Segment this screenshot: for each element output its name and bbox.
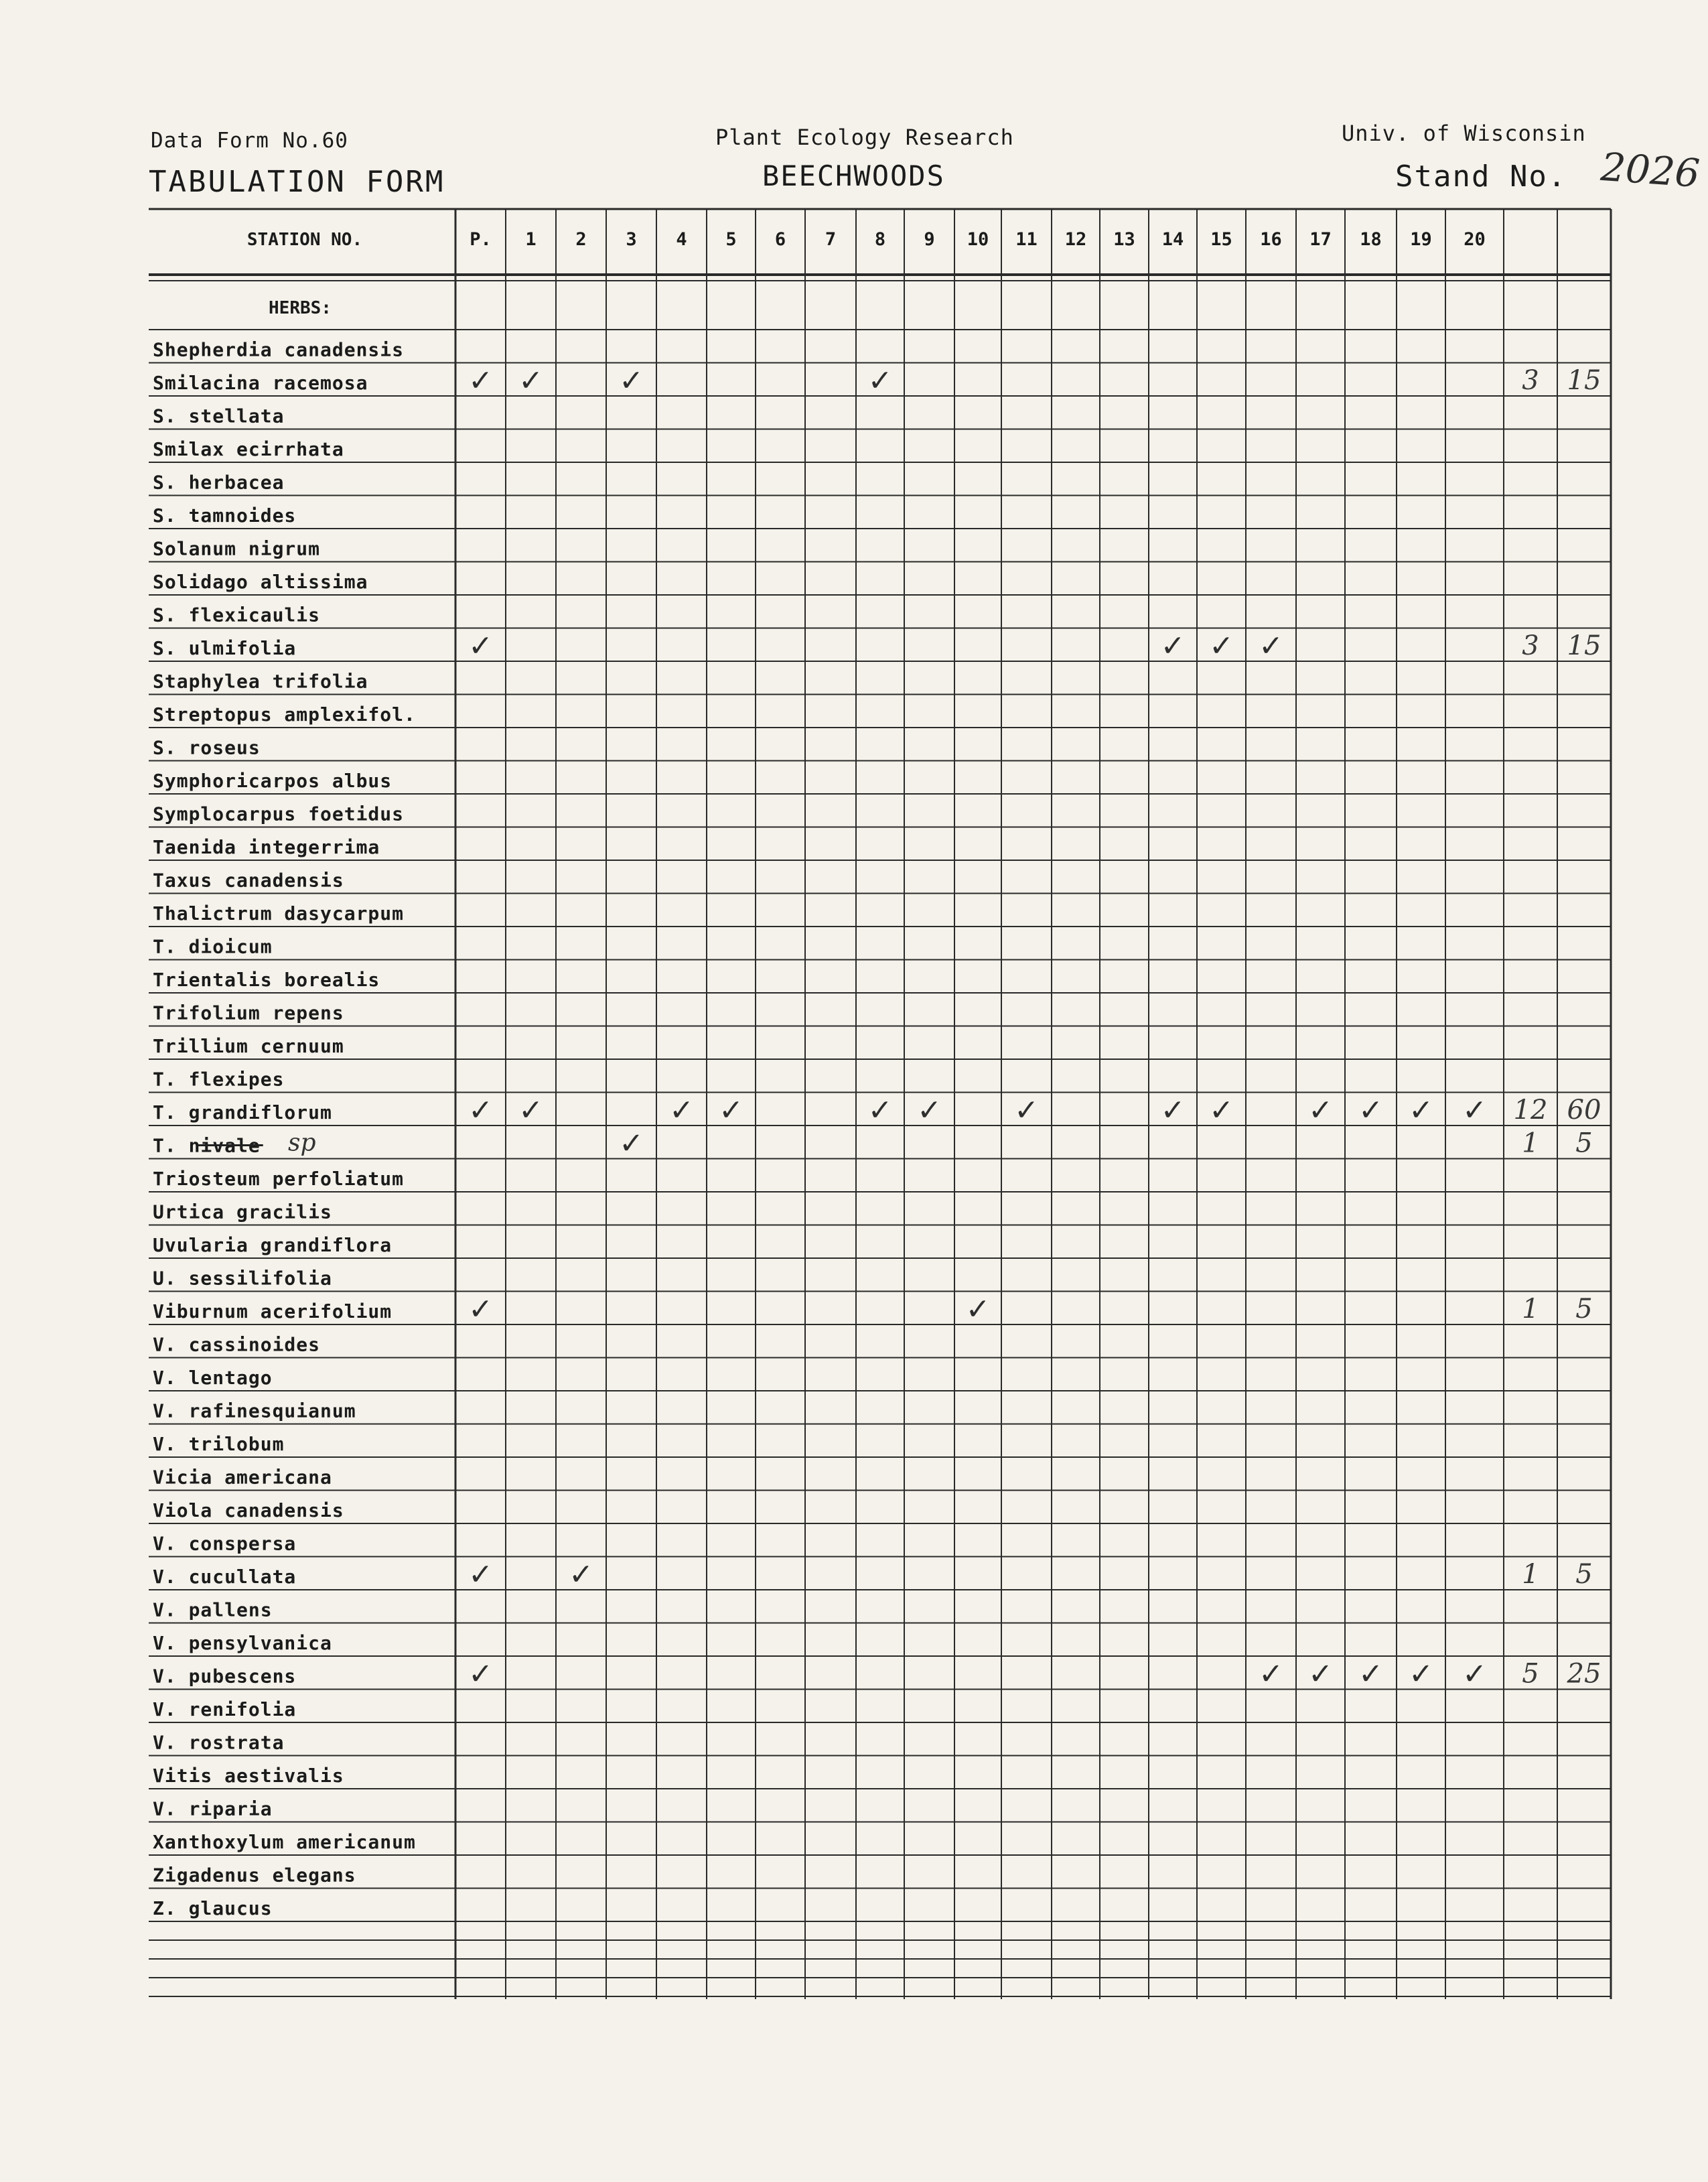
column-header: 16 — [1260, 229, 1282, 250]
species-name: V. pubescens — [153, 1665, 297, 1688]
column-header: 9 — [924, 229, 935, 250]
table-labels — [153, 229, 1486, 1919]
percent-value: 5 — [1575, 1559, 1593, 1590]
table-marks — [198, 364, 1602, 1692]
column-header: 8 — [874, 229, 886, 250]
species-name: U. sessilifolia — [153, 1267, 332, 1290]
tally-count: 1 — [1522, 1559, 1539, 1590]
check-mark: ✓ — [1409, 1093, 1433, 1128]
species-name: S. flexicaulis — [153, 604, 321, 626]
check-mark: ✓ — [669, 1093, 694, 1128]
species-name: Viola canadensis — [153, 1499, 344, 1521]
species-name: Trifolium repens — [153, 1002, 344, 1024]
check-mark: ✓ — [468, 629, 493, 663]
tally-count: 1 — [1522, 1294, 1539, 1324]
check-mark: ✓ — [1209, 629, 1234, 663]
stand-number-value: 2026 — [1599, 143, 1701, 197]
check-mark: ✓ — [1462, 1657, 1487, 1692]
column-header: 14 — [1161, 229, 1184, 250]
column-header: 4 — [676, 229, 687, 250]
species-name: Uvularia grandiflora — [153, 1234, 393, 1256]
organization-label: Plant Ecology Research — [715, 125, 1014, 150]
species-name: T. grandiflorum — [153, 1101, 332, 1123]
percent-value: 25 — [1567, 1658, 1602, 1690]
species-name: S. roseus — [153, 736, 261, 759]
column-header: 12 — [1064, 229, 1087, 250]
check-mark: ✓ — [1259, 629, 1283, 663]
tally-count: 12 — [1513, 1095, 1548, 1126]
check-mark: ✓ — [468, 364, 493, 398]
column-header: 17 — [1309, 229, 1332, 250]
species-name: S. ulmifolia — [153, 637, 297, 659]
column-header: P. — [470, 229, 492, 250]
species-name: T. flexipes — [153, 1068, 285, 1091]
species-name: Trientalis borealis — [153, 969, 380, 991]
check-mark: ✓ — [1358, 1657, 1383, 1692]
check-mark: ✓ — [1308, 1657, 1333, 1692]
species-name: S. tamnoides — [153, 504, 297, 527]
check-mark: ✓ — [917, 1093, 942, 1128]
form-number: Data Form No.60 — [151, 129, 348, 153]
check-mark: ✓ — [518, 364, 543, 398]
check-mark: ✓ — [468, 1093, 493, 1128]
species-name: V. pensylvanica — [153, 1632, 332, 1654]
university-label: Univ. of Wisconsin — [1342, 121, 1586, 146]
column-header: 3 — [626, 229, 637, 250]
check-mark: ✓ — [1160, 629, 1186, 663]
species-name: Shepherdia canadensis — [153, 338, 405, 361]
species-name: Urtica gracilis — [153, 1201, 332, 1223]
species-name: Zigadenus elegans — [153, 1864, 356, 1887]
check-mark: ✓ — [1014, 1093, 1039, 1128]
check-mark: ✓ — [1308, 1093, 1333, 1128]
tally-count: 3 — [1522, 365, 1539, 396]
species-name: S. herbacea — [153, 471, 285, 494]
percent-value: 15 — [1567, 365, 1602, 396]
check-mark: ✓ — [569, 1558, 593, 1592]
station-number-header: STATION NO. — [246, 230, 363, 250]
check-mark: ✓ — [719, 1093, 743, 1128]
check-mark: ✓ — [867, 1093, 893, 1128]
species-name: Vicia americana — [153, 1466, 332, 1489]
species-name: V. conspersa — [153, 1532, 297, 1555]
section-label-herbs: HERBS: — [269, 298, 332, 318]
column-header: 15 — [1210, 229, 1232, 250]
column-header: 2 — [575, 229, 587, 250]
species-name: Smilax ecirrhata — [153, 438, 344, 460]
species-name: Z. glaucus — [153, 1897, 273, 1919]
species-name: Viburnum acerifolium — [153, 1300, 393, 1322]
check-mark: ✓ — [1409, 1657, 1433, 1692]
species-name: Staphylea trifolia — [153, 670, 368, 693]
stand-number-label: Stand No. — [1395, 159, 1567, 194]
column-header: 20 — [1464, 229, 1486, 250]
tally-count: 5 — [1522, 1658, 1539, 1690]
species-name: Trillium cernuum — [153, 1035, 344, 1057]
check-mark: ✓ — [468, 1558, 493, 1592]
check-mark: ✓ — [965, 1292, 991, 1326]
check-mark: ✓ — [619, 1126, 644, 1161]
species-name: V. trilobum — [153, 1433, 285, 1455]
check-mark: ✓ — [518, 1093, 543, 1128]
handwritten-annotation: sp — [288, 1129, 316, 1157]
species-name: Solanum nigrum — [153, 537, 321, 560]
species-name: Taenida integerrima — [153, 836, 380, 858]
species-name: Triosteum perfoliatum — [153, 1168, 405, 1190]
column-header: 11 — [1015, 229, 1038, 250]
species-name: V. lentago — [153, 1367, 273, 1389]
percent-value: 5 — [1575, 1294, 1593, 1324]
species-name: T. dioicum — [153, 935, 273, 958]
percent-value: 5 — [1575, 1128, 1593, 1159]
species-name: Smilacina racemosa — [153, 372, 368, 394]
project-title: BEECHWOODS — [762, 159, 945, 192]
tally-count: 1 — [1522, 1128, 1539, 1159]
species-name: Xanthoxylum americanum — [153, 1831, 416, 1853]
species-name: Taxus canadensis — [153, 869, 344, 892]
column-header: 7 — [825, 229, 837, 250]
check-mark: ✓ — [468, 1657, 493, 1692]
species-name: Thalictrum dasycarpum — [153, 902, 405, 925]
column-header: 6 — [774, 229, 786, 250]
species-name: V. rafinesquianum — [153, 1400, 356, 1422]
percent-value: 60 — [1567, 1095, 1602, 1126]
species-name: Symplocarpus foetidus — [153, 803, 405, 825]
check-mark: ✓ — [1160, 1093, 1186, 1128]
species-name: Symphoricarpos albus — [153, 770, 393, 792]
species-name: V. cassinoides — [153, 1333, 321, 1356]
check-mark: ✓ — [867, 364, 893, 398]
check-mark: ✓ — [1358, 1093, 1383, 1128]
column-header: 1 — [525, 229, 537, 250]
species-name: Solidago altissima — [153, 571, 368, 593]
species-name: V. pallens — [153, 1598, 273, 1621]
column-header: 13 — [1113, 229, 1135, 250]
check-mark: ✓ — [619, 364, 644, 398]
tally-count: 3 — [1522, 630, 1539, 661]
species-name: Vitis aestivalis — [153, 1765, 344, 1787]
check-mark: ✓ — [1259, 1657, 1283, 1692]
column-header: 5 — [725, 229, 737, 250]
species-name: V. cucullata — [153, 1566, 297, 1588]
column-header: 18 — [1360, 229, 1382, 250]
species-name: V. riparia — [153, 1797, 273, 1820]
column-header: 19 — [1410, 229, 1432, 250]
species-name: T. nivale — [153, 1134, 261, 1157]
species-name: V. rostrata — [153, 1731, 285, 1754]
check-mark: ✓ — [1209, 1093, 1234, 1128]
column-header: 10 — [967, 229, 989, 250]
form-title: TABULATION FORM — [149, 165, 445, 199]
check-mark: ✓ — [1462, 1093, 1487, 1128]
species-name: S. stellata — [153, 405, 285, 427]
species-name: Streptopus amplexifol. — [153, 703, 416, 726]
species-name: V. renifolia — [153, 1698, 297, 1720]
check-mark: ✓ — [468, 1292, 493, 1326]
percent-value: 15 — [1567, 630, 1602, 661]
